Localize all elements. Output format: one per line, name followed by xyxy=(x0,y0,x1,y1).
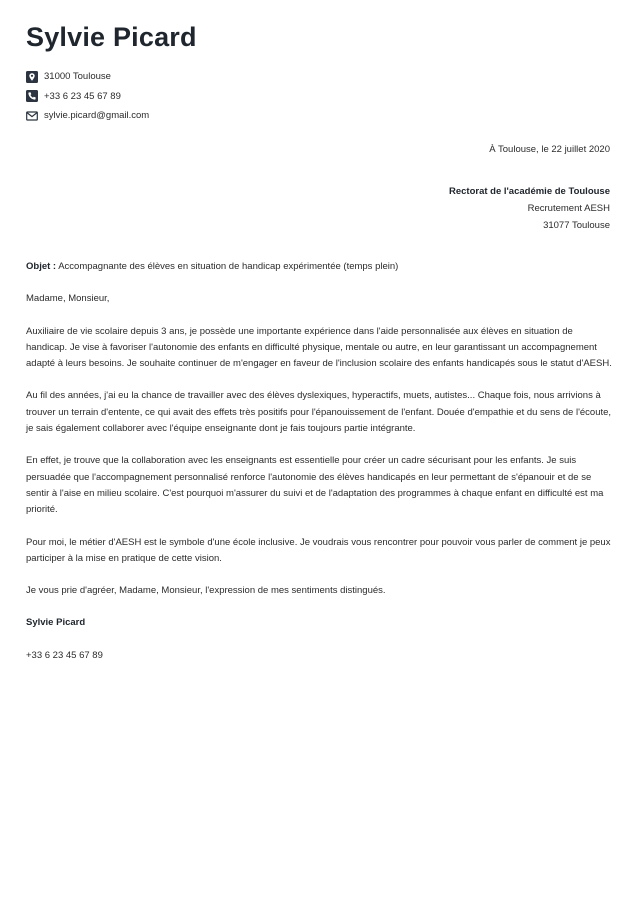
subject-text: Accompagnante des élèves en situation de handicap expérimentée (temps plein) xyxy=(56,261,399,272)
recipient-block xyxy=(449,183,610,234)
closing-paragraph: Je vous prie d'agréer, Madame, Monsieur, l'expression de mes sentiments distingués. xyxy=(26,585,386,597)
contact-address-text: 31000 Toulouse xyxy=(44,71,111,83)
recipient-city: 31077 Toulouse xyxy=(543,220,610,231)
salutation: Madame, Monsieur, xyxy=(26,293,110,305)
paragraph-2: Au fil des années, j'ai eu la chance de travailler avec des élèves dyslexiques, hyperactifs, muets, autistes... Chaque fois, nous arrivions à trouver un terrain d'entente, ce qui avait des effets très positifs pour l'épanouissement de l'enfant. Douée d'empathie et du sens de l'écoute, je sais également collaborer avec l'équipe enseignante dont je fais toujours partie intégrante. xyxy=(26,390,612,435)
contact-email-text: sylvie.picard@gmail.com xyxy=(44,110,150,122)
sender-name: Sylvie Picard xyxy=(26,22,197,52)
subject-line xyxy=(26,259,612,275)
phone-icon xyxy=(26,90,38,102)
contact-phone xyxy=(26,87,149,107)
paragraph-3: En effet, je trouve que la collaboration avec les enseignants est essentielle pour créer un cadre sécurisant pour les enfants. Je suis persuadée que l'accompagnement personnalisé renforce l'autonomie des élèves handicapés en leur permettant de s'épanouir et de se sentir à l'aise en milieu scolaire. C'est pourquoi m'assurer du suivi et de l'adaptation des programmes à chaque enfant en difficulté est ma priorité. xyxy=(26,455,604,516)
letter-date: À Toulouse, le 22 juillet 2020 xyxy=(489,144,610,155)
subject-label: Objet : xyxy=(26,261,57,272)
signature-phone: +33 6 23 45 67 89 xyxy=(26,649,103,661)
contact-phone-text: +33 6 23 45 67 89 xyxy=(44,90,121,102)
recipient-department: Recrutement AESH xyxy=(527,203,610,214)
signature-block xyxy=(26,615,612,664)
paragraph-4: Pour moi, le métier d'AESH est le symbole d'une école inclusive. Je voudrais vous rencontrer pour pouvoir vous parler de comment je peux participer à la mise en pratique de cette vision. xyxy=(26,536,611,564)
letter-body xyxy=(26,259,612,680)
recipient-organization: Rectorat de l'académie de Toulouse xyxy=(449,186,610,197)
contact-address xyxy=(26,67,149,87)
envelope-icon xyxy=(26,110,38,122)
contact-block xyxy=(26,67,149,126)
paragraph-1: Auxiliaire de vie scolaire depuis 3 ans, je possède une importante expérience dans l'aide personnalisée aux élèves en situation de handicap. Je vise à favoriser l'autonomie des enfants en difficulté physique, mentale ou autre, en leur garantissant un accompagnement adapté à leurs besoins. Je souhaite continuer de m'engager en faveur de l'inclusion scolaire des enfants handicapés sous le statut d'AESH. xyxy=(26,325,612,370)
location-icon xyxy=(26,71,38,83)
contact-email xyxy=(26,106,149,126)
signature-name: Sylvie Picard xyxy=(26,617,86,629)
